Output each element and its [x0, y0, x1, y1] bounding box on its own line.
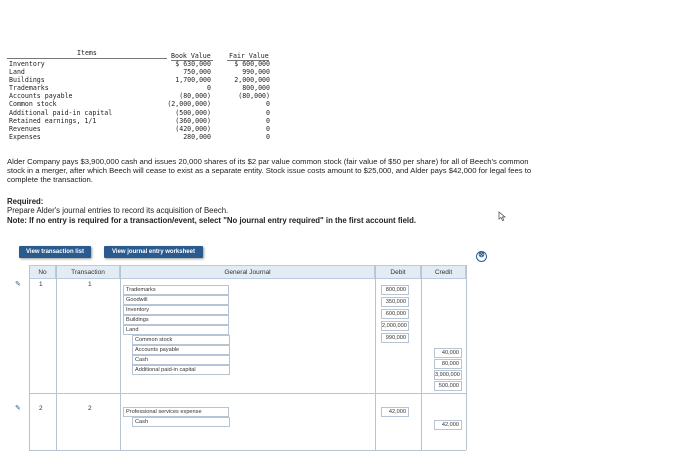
column-header-no: No — [29, 265, 56, 279]
column-header-credit: Credit — [421, 265, 466, 279]
account-field[interactable]: Accounts payable — [132, 345, 230, 355]
debit-field[interactable]: 2,000,000 — [381, 321, 409, 331]
account-field[interactable]: Trademarks — [123, 285, 229, 295]
row-divider — [29, 393, 466, 394]
grid-divider — [421, 265, 422, 450]
entry-number: 1 — [39, 281, 43, 288]
account-field[interactable]: Land — [123, 325, 229, 335]
account-field[interactable]: Common stock — [132, 335, 230, 345]
debit-field[interactable]: 800,000 — [381, 285, 409, 295]
table-row: Buildings 1,700,000 2,000,000 — [9, 76, 270, 85]
row-divider — [29, 450, 466, 451]
debit-field[interactable]: 42,000 — [381, 407, 409, 417]
close-button[interactable] — [476, 251, 487, 262]
required-block — [7, 197, 416, 225]
credit-field[interactable]: 500,000 — [434, 381, 462, 391]
required-label: Required: — [7, 197, 44, 206]
account-field[interactable]: Goodwill — [123, 295, 229, 305]
column-header-debit: Debit — [375, 265, 421, 279]
problem-paragraph: Alder Company pays $3,900,000 cash and issues 20,000 shares of its $2 par value common stock (fair value of $50 per share) for all of Beech's common stock in a merger, after which Beech will cease to exist as a separate entity. Stock issue costs amount to $25,000, and Alder pays $42,000 for legal fees to complete the transaction. — [7, 157, 532, 185]
table-row: Accounts payable (80,000) (80,000) — [9, 92, 270, 101]
account-field[interactable]: Inventory — [123, 305, 229, 315]
debit-field[interactable]: 990,000 — [381, 333, 409, 343]
header-items: Items — [77, 49, 97, 57]
credit-field[interactable]: 3,900,000 — [434, 370, 462, 380]
credit-field[interactable]: 42,000 — [434, 420, 462, 430]
account-field[interactable]: Cash — [132, 355, 230, 365]
account-field[interactable]: Buildings — [123, 315, 229, 325]
table-row: Expenses 280,000 0 — [9, 132, 270, 141]
account-field[interactable]: Professional services expense — [123, 407, 229, 417]
grid-divider — [56, 265, 57, 450]
grid-divider — [375, 265, 376, 450]
view-journal-entry-worksheet-button[interactable]: View journal entry worksheet — [104, 246, 203, 258]
table-row: Additional paid-in capital (500,000) 0 — [9, 108, 270, 117]
header-book-value: Book Value — [171, 52, 211, 60]
journal-grid — [15, 265, 466, 450]
debit-field[interactable]: 600,000 — [381, 309, 409, 319]
transaction-number: 1 — [88, 281, 92, 288]
note-text: Note: If no entry is required for a transaction/event, select "No journal entry required" in the first account field. — [7, 215, 417, 225]
account-field[interactable]: Additional paid-in capital — [132, 365, 230, 375]
table-row: Revenues (420,000) 0 — [9, 124, 270, 133]
header-rule — [7, 58, 167, 59]
transaction-number: 2 — [88, 405, 92, 412]
edit-pencil-icon[interactable]: ✎ — [15, 281, 21, 288]
column-header-transaction: Transaction — [56, 265, 120, 279]
grid-divider — [120, 265, 121, 450]
required-text: Prepare Alder's journal entries to record its acquisition of Beech. — [7, 206, 229, 216]
credit-field[interactable]: 40,000 — [434, 348, 462, 358]
grid-divider — [29, 265, 30, 450]
header-fair-value: Fair Value — [229, 52, 269, 60]
credit-field[interactable]: 80,000 — [434, 359, 462, 369]
table-row: Retained earnings, 1/1 (360,000) 0 — [9, 116, 270, 125]
account-field[interactable]: Cash — [132, 417, 230, 427]
table-row: Land 750,000 990,000 — [9, 68, 270, 77]
table-row: Trademarks 0 800,000 — [9, 84, 270, 93]
close-icon: ⊗ — [478, 250, 485, 259]
data-table — [7, 48, 275, 146]
grid-divider — [466, 265, 467, 450]
column-header-general-journal: General Journal — [120, 265, 375, 279]
edit-pencil-icon[interactable]: ✎ — [15, 405, 21, 412]
debit-field[interactable]: 350,000 — [381, 297, 409, 307]
table-row: Inventory $ 630,000 $ 600,000 — [9, 60, 270, 68]
mouse-cursor-icon — [498, 211, 507, 221]
entry-number: 2 — [39, 405, 43, 412]
view-transaction-list-button[interactable]: View transaction list — [19, 246, 91, 258]
table-row: Common stock (2,000,000) 0 — [9, 100, 270, 109]
